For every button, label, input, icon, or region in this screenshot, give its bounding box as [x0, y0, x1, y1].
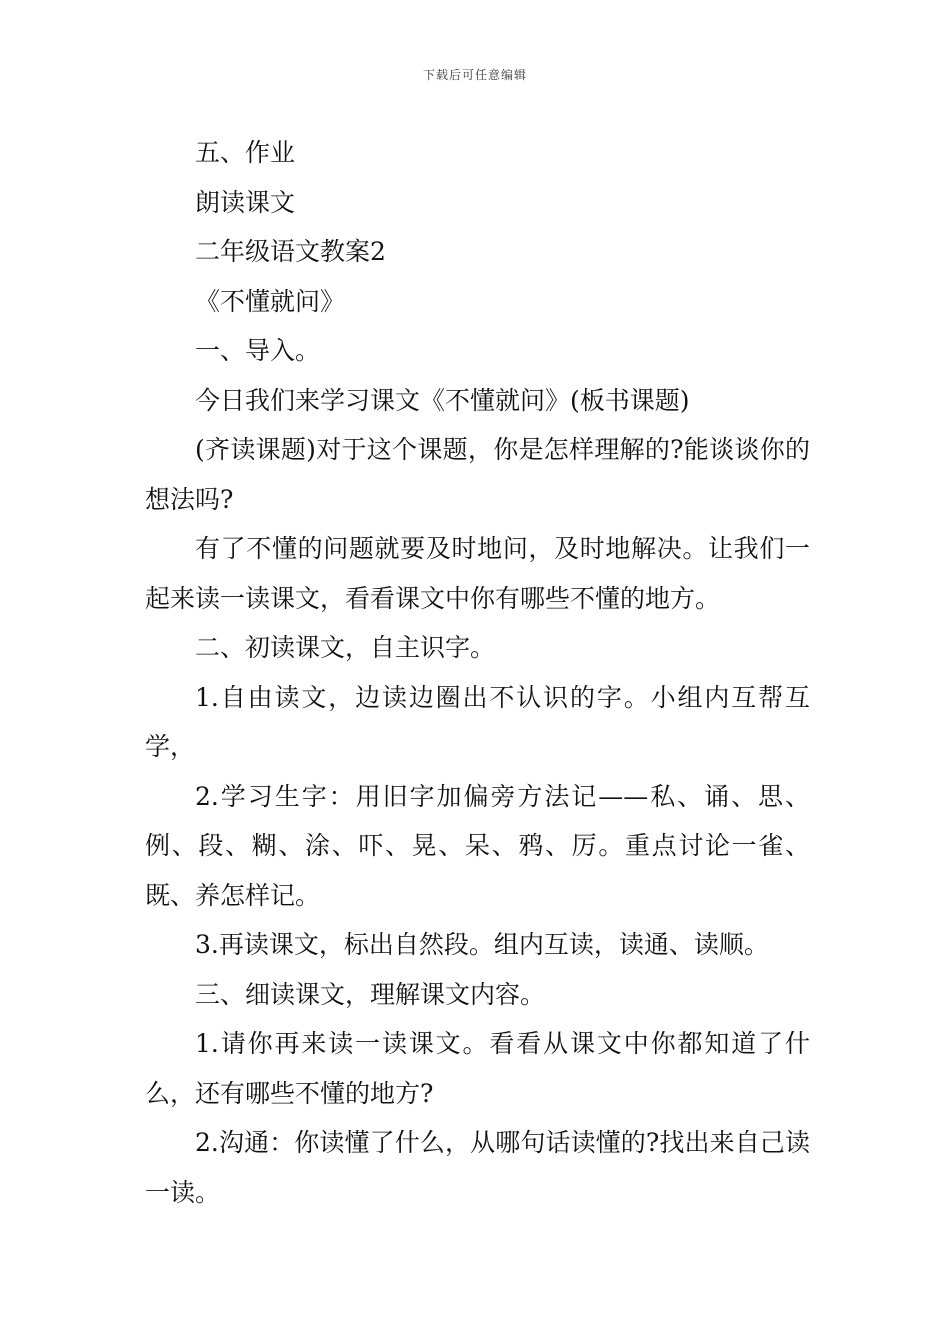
paragraph-explanation: 有了不懂的问题就要及时地问，及时地解决。让我们一起来读一读课文，看看课文中你有哪些不懂的地方。: [145, 534, 810, 613]
paragraph-read-aloud: 朗读课文: [195, 187, 296, 217]
paragraph-text-title: 《不懂就问》: [195, 286, 346, 316]
paragraph-section-first-reading: 二、初读课文，自主识字。: [195, 633, 496, 662]
document-body: [145, 128, 810, 1217]
paragraph-intro-text: 今日我们来学习课文《不懂就问》(板书课题): [195, 385, 690, 415]
paragraph-close-step-2: 2.沟通：你读懂了什么，从哪句话读懂的?找出来自己读一读。: [145, 1128, 810, 1207]
page-header: 下载后可任意编辑: [422, 68, 527, 82]
paragraph-lesson-title: 二年级语文教案2: [195, 237, 386, 266]
paragraph-homework-heading: 五、作业: [195, 138, 296, 167]
paragraph-question: (齐读课题)对于这个课题，你是怎样理解的?能谈谈你的想法吗?: [145, 435, 810, 514]
paragraph-close-step-1: 1.请你再来读一读课文。看看从课文中你都知道了什么，还有哪些不懂的地方?: [145, 1029, 810, 1108]
paragraph-step-1: 1.自由读文，边读边圈出不认识的字。小组内互帮互学，: [145, 682, 810, 761]
paragraph-section-close-reading: 三、细读课文，理解课文内容。: [195, 979, 546, 1009]
paragraph-step-2: 2.学习生字：用旧字加偏旁方法记——私、诵、思、例、段、糊、涂、吓、晃、呆、鸦、厉。重点讨论一雀、既、养怎样记。: [145, 781, 810, 910]
paragraph-step-3: 3.再读课文，标出自然段。组内互读，读通、读顺。: [195, 930, 769, 959]
paragraph-section-intro: 一、导入。: [195, 336, 321, 365]
